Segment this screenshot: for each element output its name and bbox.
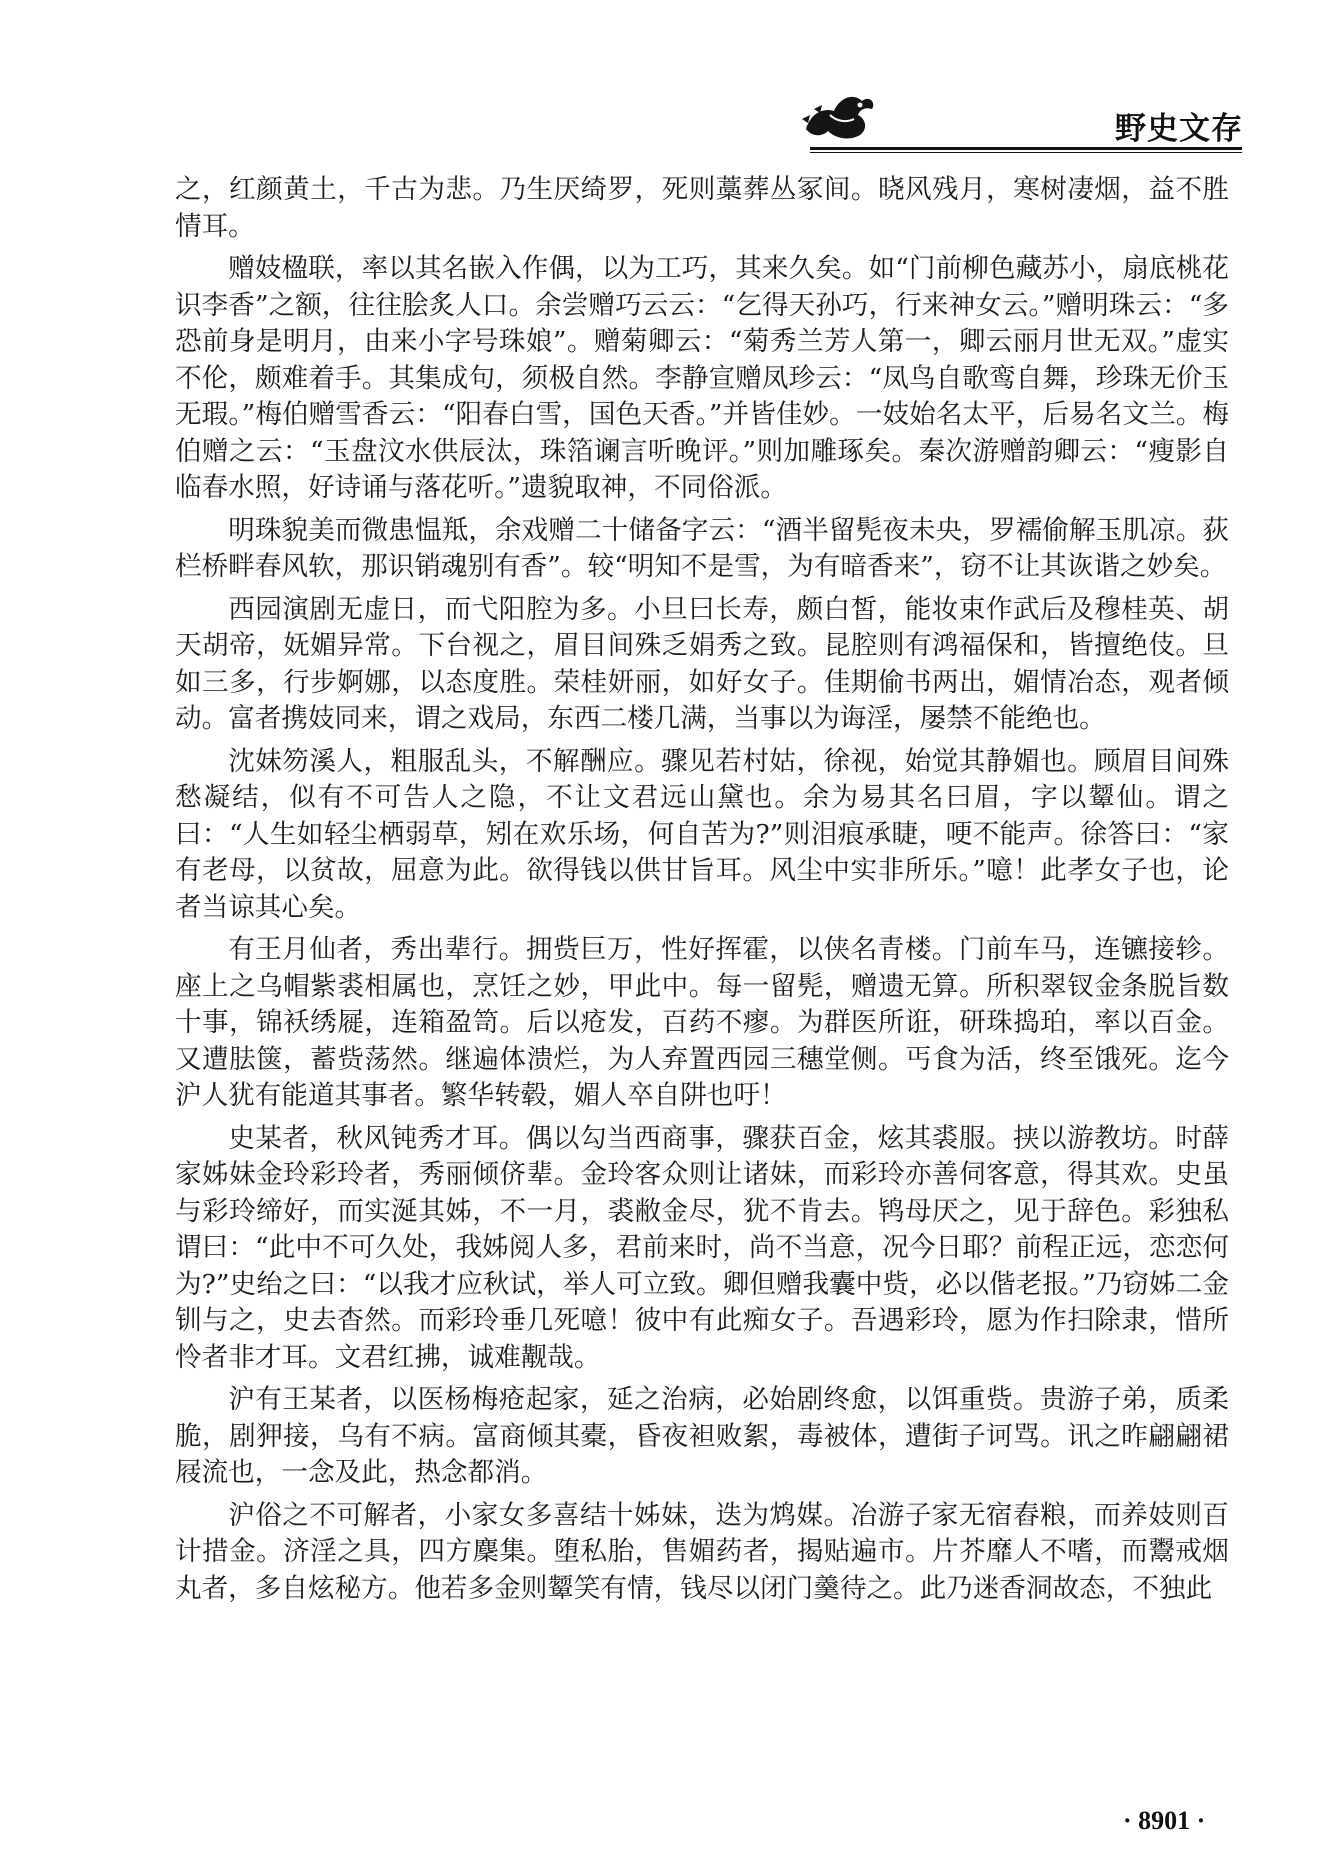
paragraph-6: 有王月仙者，秀出辈行。拥赀巨万，性好挥霍，以侠名青楼。门前车马，连镳接轸。座上之乌帽紫裘相属也，烹饪之妙，甲此中。每一留髡，赠遗无算。所积翠钗金条脱旨数十事，锦袄绣屣，连箱盈笥。后以疮发，百药不瘳。为群医所诳，研珠捣珀，率以百金。又遭胠箧，蓄赀荡然。继遍体溃烂，为人弃置西园三穗堂侧。丐食为活，终至饿死。迄今沪人犹有能道其事者。繁华转毂，媚人卒自阱也吁！ bbox=[175, 934, 1229, 1111]
page-number: · 8901 · bbox=[1123, 1806, 1206, 1835]
paragraph-3: 明珠貌美而微患愠羝，余戏赠二十储备字云：“酒半留髡夜未央，罗襦偷解玉肌凉。荻栏桥畔春风软，那识销魂别有香”。较“明知不是雪，为有暗香来”，窃不让其诙谐之妙矣。 bbox=[175, 514, 1229, 582]
paragraph-4: 西园演剧无虚日，而弋阳腔为多。小旦曰长寿，颇白皙，能妆束作武后及穆桂英、胡天胡帝，妩媚异常。下台视之，眉目间殊乏娟秀之致。昆腔则有鸿福保和，皆擅绝伎。旦如三多，行步婀娜，以态度胜。荣桂妍丽，如好女子。佳期偷书两出，媚情冶态，观者倾动。富者携妓同来，谓之戏局，东西二楼几满，当事以为诲淫，屡禁不能绝也。 bbox=[175, 593, 1229, 734]
paragraph-9: 沪俗之不可解者，小家女多喜结十姊妹，迭为鸩媒。冶游子家无宿舂粮，而养妓则百计措金。济淫之具，四方麇集。堕私胎，售媚药者，揭贴遍市。片芥靡人不嗜，而鬻戒烟丸者，多自炫秘方。他若多金则颦笑有情，钱尽以闭门羹待之。此乃迷香洞故态，不独此 bbox=[175, 1499, 1229, 1604]
paragraph-2: 赠妓楹联，率以其名嵌入作偶，以为工巧，其来久矣。如“门前柳色藏苏小，扇底桃花识李香”之额，往往脍炙人口。余尝赠巧云云：“乞得天孙巧，行来神女云。”赠明珠云：“多恐前身是明月，由来小字号珠娘”。赠菊卿云：“菊秀兰芳人第一，卿云丽月世无双。”虚实不伦，颇难着手。其集成句，须极自然。李静宣赠凤珍云：“凤鸟自歌鸾自舞，珍珠无价玉无瑕。”梅伯赠雪香云：“阳春白雪，国色天香。”并皆佳妙。一妓始名太平，后易名文兰。梅伯赠之云：“玉盘汶水供辰汰，珠箔谰言听晚评。”则加雕琢矣。秦次游赠韵卿云：“瘦影自临春水照，好诗诵与落花听。”遗貌取神，不同俗派。 bbox=[175, 253, 1229, 503]
dragon-emblem-icon bbox=[800, 85, 880, 145]
paragraph-8: 沪有王某者，以医杨梅疮起家，延之治病，必始剧终愈，以饵重赀。贵游子弟，质柔脆，剧狎接，乌有不病。富商倾其橐，昏夜袒败絮，毒被体，遭街子诃骂。讯之昨翩翩裙屐流也，一念及此，热念都消。 bbox=[175, 1384, 1229, 1488]
series-title: 野史文存 bbox=[1115, 111, 1243, 147]
header-rule-thin bbox=[810, 152, 1242, 153]
body-text bbox=[175, 172, 1229, 1613]
paragraph-7: 史某者，秋风钝秀才耳。偶以勾当西商事，骤获百金，炫其裘服。挟以游教坊。时薛家姊妹金玲彩玲者，秀丽倾侪辈。金玲客众则让诸妹，而彩玲亦善伺客意，得其欢。史虽与彩玲缔好，而实涎其姊，不一月，裘敝金尽，犹不肯去。鸨母厌之，见于辞色。彩独私谓曰：“此中不可久处，我姊阅人多，君前来时，尚不当意，况今日耶？前程正远，恋恋何为?”史绐之曰：“以我才应秋试，举人可立致。卿但赠我囊中赀，必以偕老报。”乃窃姊二金钏与之，史去杳然。而彩玲垂几死噫！彼中有此痴女子。吾遇彩玲，愿为作扫除隶，惜所怜者非才耳。文君红拂，诚难觏哉。 bbox=[175, 1122, 1229, 1373]
paragraph-5: 沈妹笏溪人，粗服乱头，不解酬应。骤见若村姑，徐视，始觉其静媚也。顾眉目间殊愁凝结，似有不可告人之隐，不让文君远山黛也。余为易其名曰眉，字以颦仙。谓之曰：“人生如轻尘栖弱草，矧在欢乐场，何自苦为?”则泪痕承睫，哽不能声。徐答曰：“家有老母，以贫故，屈意为此。欲得钱以供甘旨耳。风尘中实非所乐。”噫！此孝女子也，论者当谅其心矣。 bbox=[175, 745, 1229, 923]
header-rule-thick bbox=[810, 147, 1242, 150]
page-header bbox=[0, 0, 1322, 160]
paragraph-1: 之，红颜黄土，千古为悲。乃生厌绮罗，死则藁葬丛冢间。晓风残月，寒树凄烟，益不胜情耳。 bbox=[175, 174, 1229, 242]
